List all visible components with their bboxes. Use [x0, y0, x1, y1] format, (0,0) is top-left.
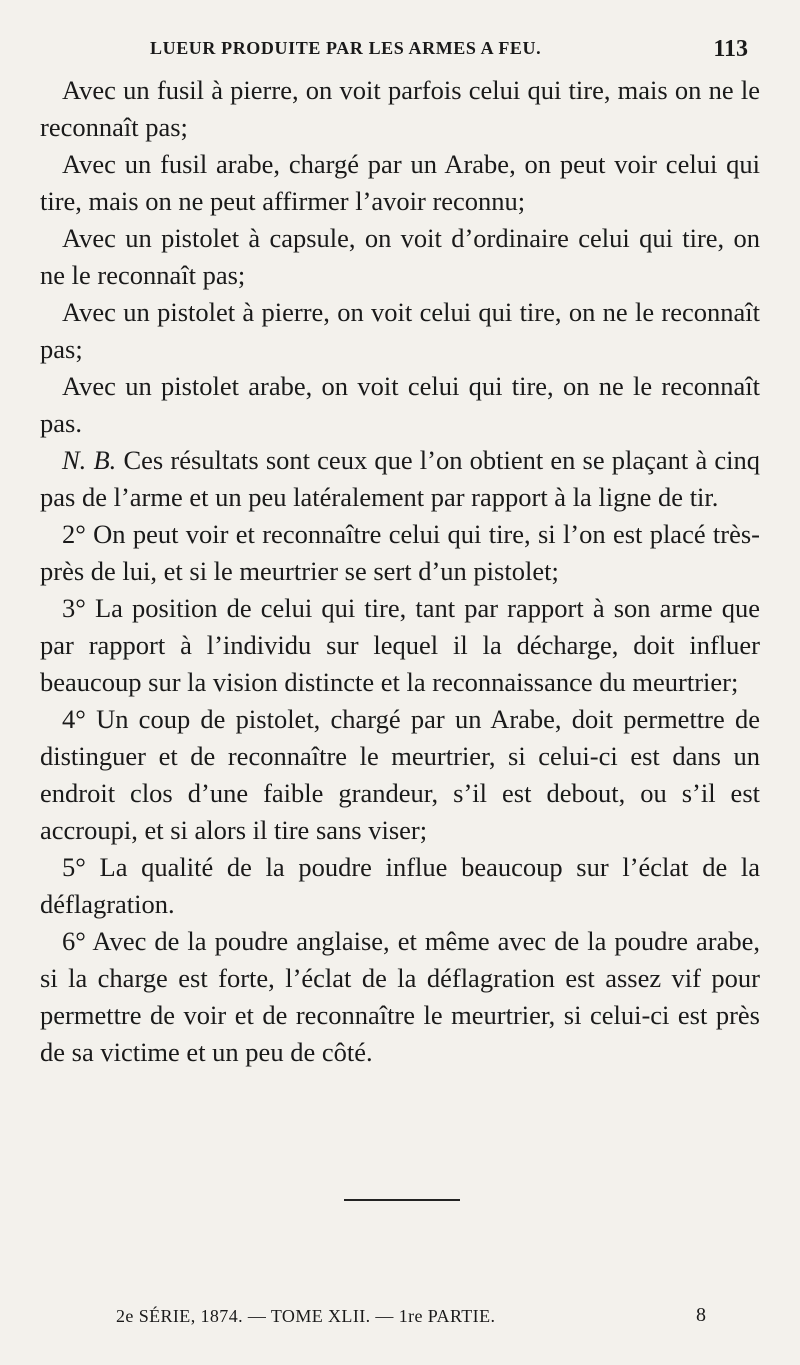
page-header — [40, 36, 760, 66]
paragraph-pistolet-pierre: Avec un pistolet à pierre, on voit celui qui tire, on ne le reconnaît pas; — [40, 297, 760, 364]
page-number: 113 — [713, 36, 748, 62]
paragraph-fusil-pierre: Avec un fusil à pierre, on voit parfois celui qui tire, mais on ne le reconnaît pas; — [40, 75, 760, 142]
body-text — [40, 72, 760, 1071]
signature-line: 2e SÉRIE, 1874. — TOME XLII. — 1re PARTIE. — [116, 1306, 496, 1326]
paragraph-conclusion-2: 2° On peut voir et reconnaître celui qui tire, si l’on est placé très-près de lui, et si le meurtrier se sert d’un pistolet; — [40, 519, 760, 586]
paragraph-conclusion-3: 3° La position de celui qui tire, tant par rapport à son arme que par rapport à l’individu sur lequel il la décharge, doit influer beaucoup sur la vision distincte et la reconnaissance du meurtrier; — [40, 593, 760, 697]
paragraph-pistolet-capsule: Avec un pistolet à capsule, on voit d’ordinaire celui qui tire, on ne le reconnaît pas; — [40, 223, 760, 290]
paragraph-conclusion-4: 4° Un coup de pistolet, chargé par un Arabe, doit permettre de distinguer et de reconnaître le meurtrier, si celui-ci est dans un endroit clos d’une faible grandeur, s’il est debout, ou s’il est accroupi, et si alors il tire sans viser; — [40, 704, 760, 845]
nb-text: Ces résultats sont ceux que l’on obtient en se plaçant à cinq pas de l’arme et un peu latéralement par rapport à la ligne de tir. — [40, 445, 761, 512]
paragraph-pistolet-arabe: Avec un pistolet arabe, on voit celui qui tire, on ne le reconnaît pas. — [40, 371, 760, 438]
page-footer — [40, 1302, 760, 1336]
paragraph-nota-bene — [40, 442, 760, 516]
paragraph-fusil-arabe: Avec un fusil arabe, chargé par un Arabe, on peut voir celui qui tire, mais on ne peut affirmer l’avoir reconnu; — [40, 149, 760, 216]
running-head: LUEUR PRODUITE PAR LES ARMES A FEU. — [150, 38, 542, 58]
paragraph-conclusion-6: 6° Avec de la poudre anglaise, et même avec de la poudre arabe, si la charge est forte, l’éclat de la déflagration est assez vif pour permettre de voir et de reconnaître le meurtrier, si celui-ci est près de sa victime et un peu de côté. — [40, 926, 760, 1067]
nb-label: N. B. — [62, 445, 117, 475]
paragraph-conclusion-5: 5° La qualité de la poudre influe beaucoup sur l’éclat de la déflagration. — [40, 852, 760, 919]
signature-number: 8 — [696, 1304, 706, 1326]
section-divider — [344, 1199, 460, 1201]
